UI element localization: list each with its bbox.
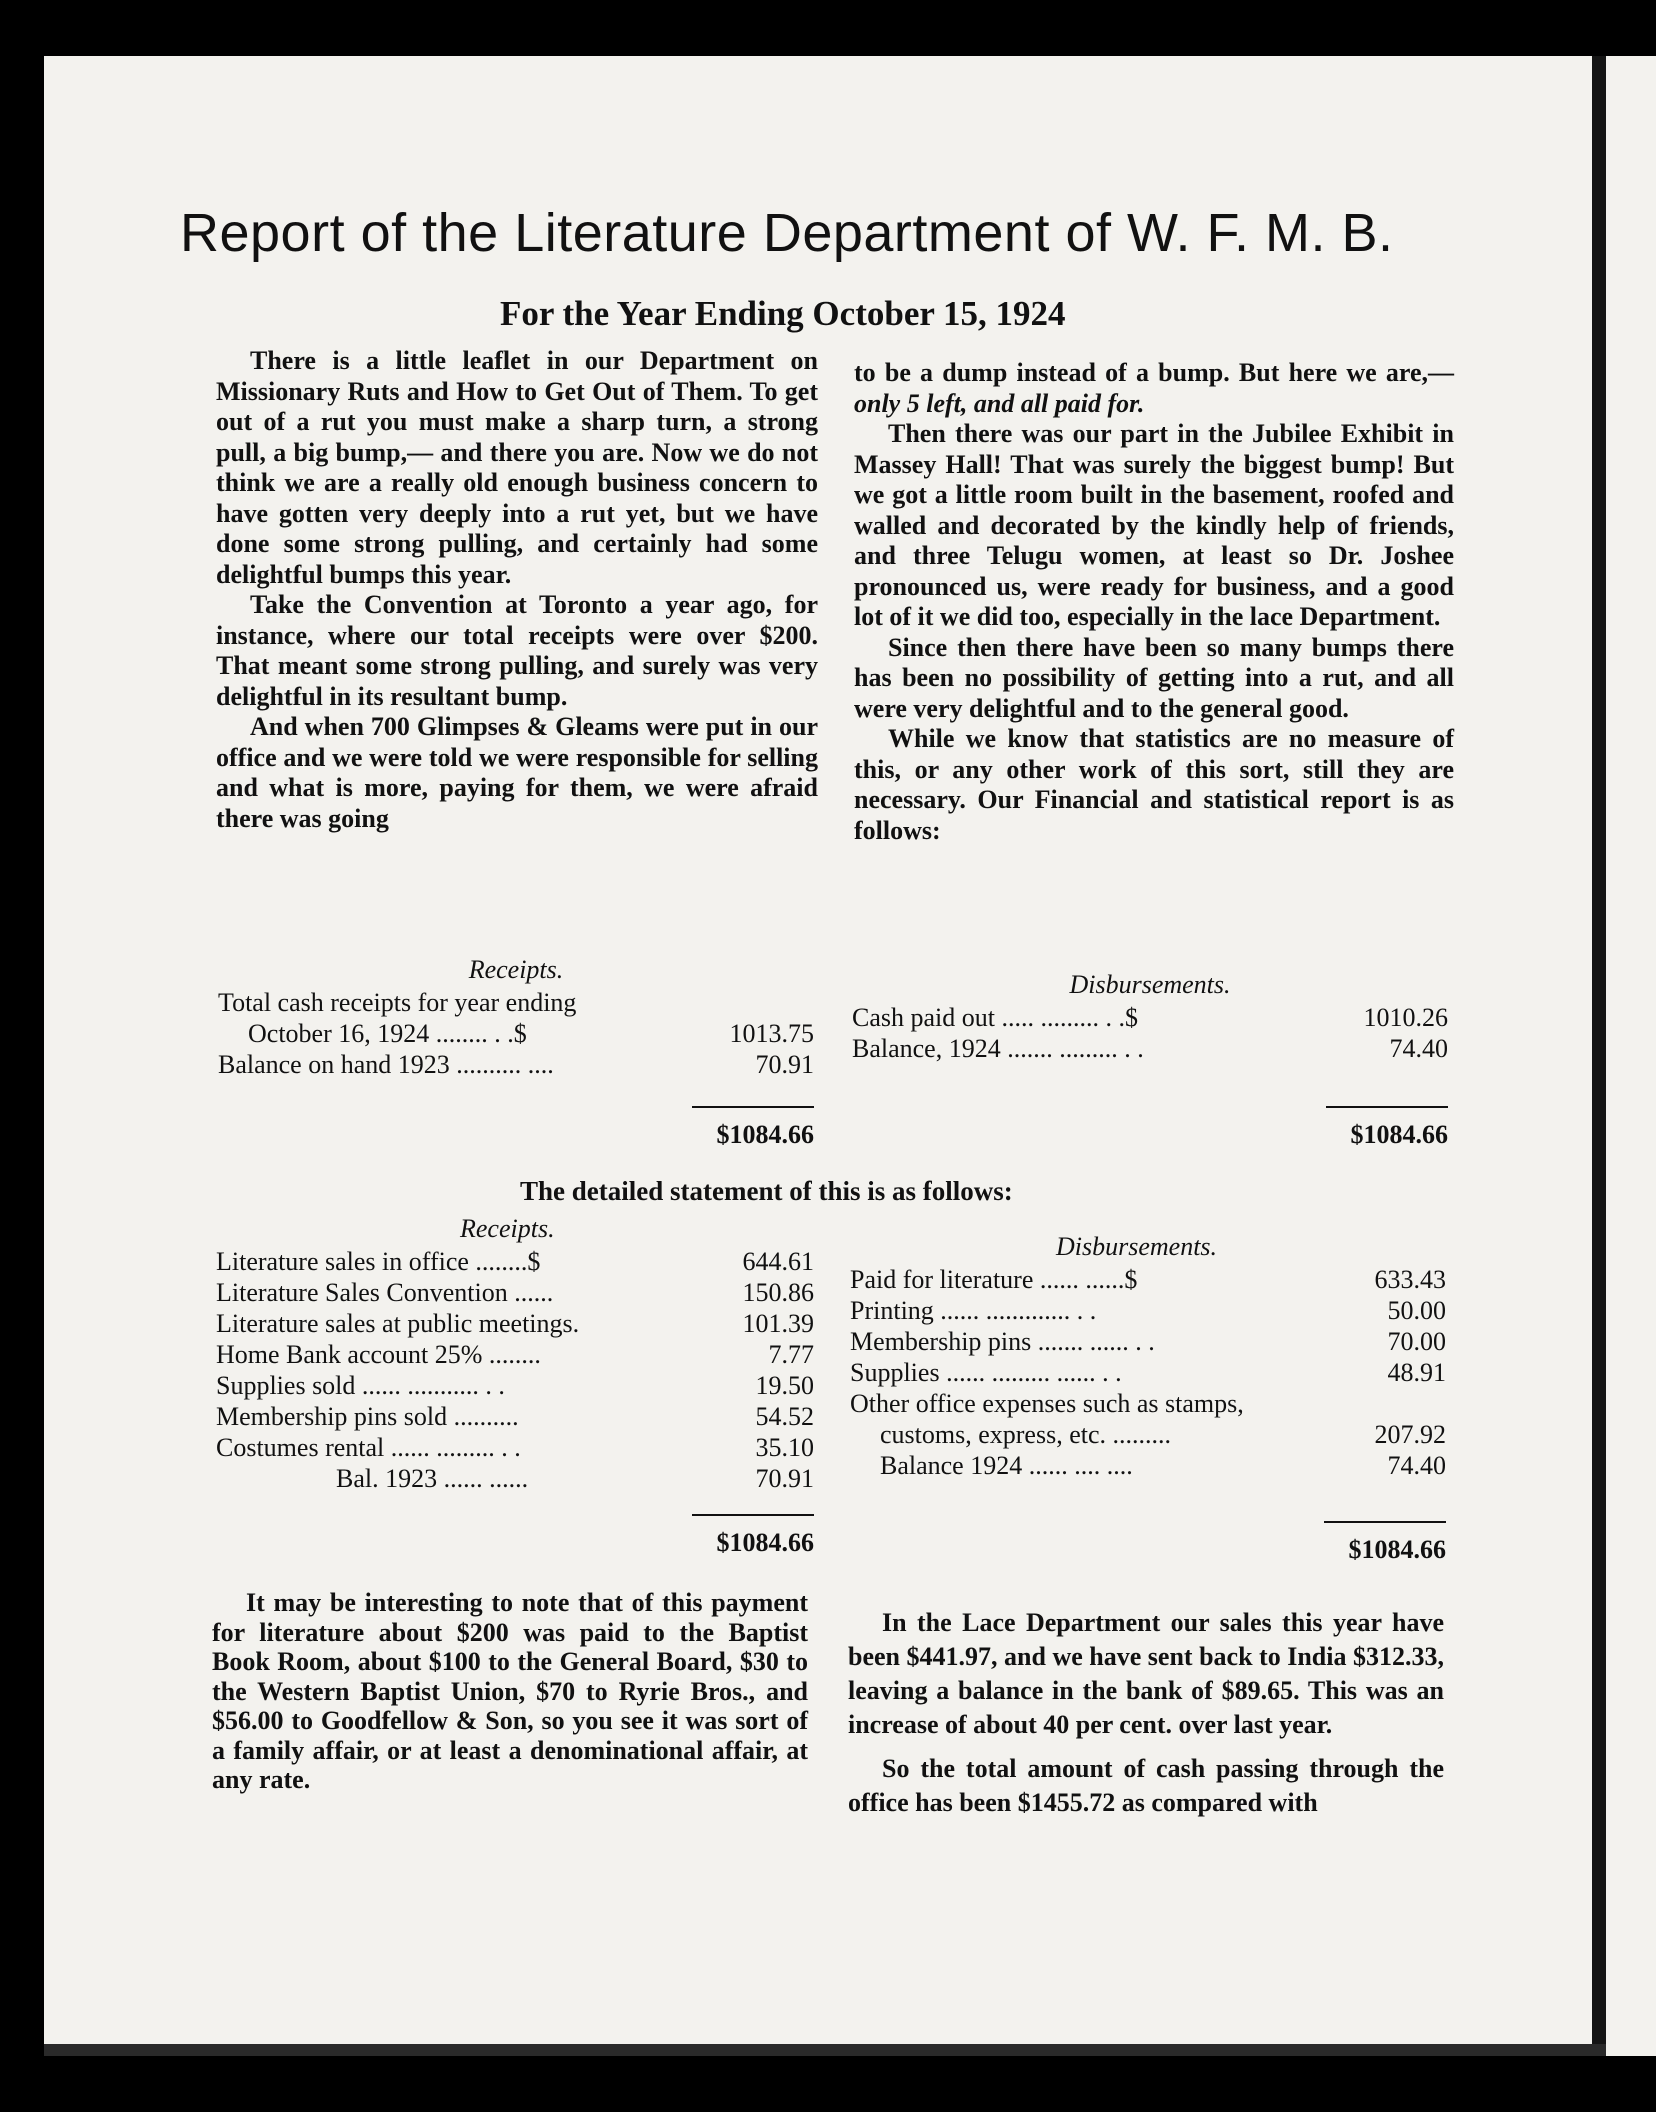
row-amount: 70.91 <box>755 1050 814 1079</box>
row-label: Cash paid out ..... ......... . .$ <box>852 1003 1138 1032</box>
left-column-text <box>216 346 818 834</box>
row-amount: 74.40 <box>1389 1034 1448 1063</box>
row-label: Literature sales in office ........$ <box>216 1247 541 1276</box>
row-label: Printing ...... ............. . . <box>850 1296 1097 1325</box>
page-edge-shadow <box>1592 56 1606 2056</box>
detail-disbursements-row <box>850 1326 1446 1357</box>
page-bottom-edge <box>44 2044 1606 2056</box>
summary-receipts-row <box>218 1049 814 1080</box>
detail-receipts-row <box>216 1339 814 1370</box>
detail-receipts-row <box>216 1370 814 1401</box>
bottom-left-paragraph: It may be interesting to note that of this payment for literature about $200 was paid to the Baptist Book Room, about $100 to the General Board, $30 to the Western Baptist Union, $70 to Ryrie Bros., and $56.00 to Goodfellow & Son, so you see it was sort of a family affair, or at least a denominational affair, at any rate. <box>212 1588 808 1794</box>
detail-receipts-row <box>216 1401 814 1432</box>
row-amount: 70.91 <box>755 1464 814 1493</box>
detail-receipts-row <box>216 1463 814 1494</box>
bottom-right-text <box>848 1606 1444 1820</box>
detail-receipts <box>216 1214 814 1558</box>
row-label: Other office expenses such as stamps, <box>850 1389 1244 1418</box>
detail-disbursements-heading: Disbursements. <box>1056 1232 1218 1261</box>
bottom-right-paragraph-2: So the total amount of cash passing through the office has been $1455.72 as compared with <box>848 1754 1444 1817</box>
detail-receipts-row <box>216 1246 814 1277</box>
right-paragraph-2: Then there was our part in the Jubilee Exhibit in Massey Hall! That was surely the biggest bump! But we got a little room built in the basement, roofed and walled and decorated by the kindly help of friends, and three Telugu women, at least so Dr. Joshee pronounced us, were ready for business, and a good lot of it we did too, especially in the lace Department. <box>854 419 1454 631</box>
right-paragraph-3: Since then there have been so many bumps there has been no possibility of getting into a rut, and all were very delightful and to the general good. <box>854 632 1454 723</box>
report-title: Report of the Literature Department of W. F. M. B. <box>180 203 1394 263</box>
row-label: October 16, 1924 ........ . .$ <box>248 1019 527 1048</box>
row-amount: 70.00 <box>1387 1327 1446 1356</box>
row-label: Literature sales at public meetings. <box>216 1309 580 1338</box>
row-label: Balance, 1924 ....... ......... . . <box>852 1034 1144 1063</box>
row-amount: 101.39 <box>742 1309 814 1338</box>
right-paragraph-1 <box>854 358 1454 419</box>
summary-receipts-intro <box>218 987 814 1018</box>
row-label: Literature Sales Convention ...... <box>216 1278 554 1307</box>
detail-receipts-row <box>216 1308 814 1339</box>
row-label: Paid for literature ...... ......$ <box>850 1265 1138 1294</box>
left-paragraph-1: There is a little leaflet in our Department on Missionary Ruts and How to Get Out of Them. To get out of a rut you must make a sharp turn, a strong pull, a big bump,— and there you are. Now we do not think we are a really old enough business concern to have gotten very deeply into a rut yet, but we have done some strong pulling, and certainly had some delightful bumps this year. <box>216 346 818 589</box>
detail-receipts-rule <box>692 1514 814 1516</box>
summary-receipts-heading: Receipts. <box>468 955 564 984</box>
summary-receipts-intro-text: Total cash receipts for year ending <box>218 988 577 1017</box>
row-label: Costumes rental ...... ......... . . <box>216 1433 521 1462</box>
detail-receipts-row <box>216 1277 814 1308</box>
row-amount: 1010.26 <box>1363 1003 1448 1032</box>
row-amount: 150.86 <box>742 1278 814 1307</box>
row-amount: 207.92 <box>1374 1420 1446 1449</box>
row-amount <box>1440 1388 1446 1419</box>
summary-receipts <box>218 955 814 1150</box>
detail-receipts-total: $1084.66 <box>716 1528 814 1557</box>
row-label: Home Bank account 25% ........ <box>216 1340 541 1369</box>
row-amount: 48.91 <box>1387 1358 1446 1387</box>
right-paragraph-1-italic: only 5 left, and all paid for. <box>854 388 1145 418</box>
detail-disbursements-rule <box>1324 1521 1446 1523</box>
row-label: Membership pins sold .......... <box>216 1402 519 1431</box>
row-amount: 1013.75 <box>729 1019 814 1048</box>
summary-disbursements-row <box>852 1033 1448 1064</box>
summary-disbursements-total: $1084.66 <box>1350 1120 1448 1149</box>
row-amount: 633.43 <box>1374 1265 1446 1294</box>
row-label: Bal. 1923 ...... ...... <box>336 1464 529 1493</box>
row-label: Balance 1924 ...... .... .... <box>880 1451 1133 1480</box>
detail-receipts-row <box>216 1432 814 1463</box>
row-amount: 19.50 <box>755 1371 814 1400</box>
right-paragraph-1-text: to be a dump instead of a bump. But here we are,— <box>854 358 1454 387</box>
right-paragraph-4: While we know that statistics are no measure of this, or any other work of this sort, still they are necessary. Our Financial and statistical report is as follows: <box>854 724 1454 845</box>
row-amount: 7.77 <box>768 1340 814 1369</box>
left-paragraph-2: Take the Convention at Toronto a year ago, for instance, where our total receipts were over $200. That meant some strong pulling, and surely was very delightful in its resultant bump. <box>216 590 818 711</box>
detail-disbursements-row <box>850 1295 1446 1326</box>
report-subtitle: For the Year Ending October 15, 1924 <box>500 294 1066 333</box>
detail-disbursements-row <box>850 1357 1446 1388</box>
summary-disbursements <box>852 970 1448 1150</box>
page-margin-strip <box>1606 56 1656 2056</box>
right-column-text <box>854 358 1454 846</box>
left-paragraph-3: And when 700 Glimpses & Gleams were put in our office and we were told we were responsible for selling and what is more, paying for them, we were afraid there was going <box>216 712 818 833</box>
summary-disbursements-row <box>852 1002 1448 1033</box>
row-amount: 54.52 <box>755 1402 814 1431</box>
summary-receipts-rule <box>692 1106 814 1108</box>
detail-receipts-heading: Receipts. <box>460 1214 555 1243</box>
summary-disbursements-rule <box>1326 1106 1448 1108</box>
detail-disbursements-row <box>850 1450 1446 1481</box>
bottom-left-text <box>212 1588 808 1795</box>
row-label: Supplies ...... ......... ...... . . <box>850 1358 1122 1387</box>
row-amount: 644.61 <box>742 1247 814 1276</box>
row-label: Membership pins ....... ...... . . <box>850 1327 1155 1356</box>
row-label: Supplies sold ...... ........... . . <box>216 1371 505 1400</box>
detail-disbursements <box>850 1232 1446 1565</box>
summary-receipts-row <box>218 1018 814 1049</box>
detail-disbursements-total: $1084.66 <box>1348 1535 1446 1564</box>
detail-disbursements-row <box>850 1419 1446 1450</box>
detail-disbursements-row <box>850 1264 1446 1295</box>
row-amount: 74.40 <box>1387 1451 1446 1480</box>
row-label: Balance on hand 1923 .......... .... <box>218 1050 554 1079</box>
bottom-right-paragraph-1: In the Lace Department our sales this year have been $441.97, and we have sent back to India $312.33, leaving a balance in the bank of $89.65. This was an increase of about 40 per cent. over last year. <box>848 1608 1444 1739</box>
statement-line: The detailed statement of this is as follows: <box>520 1176 1013 1206</box>
detail-disbursements-row <box>850 1388 1446 1419</box>
row-amount: 35.10 <box>755 1433 814 1462</box>
row-label: customs, express, etc. ......... <box>880 1420 1172 1449</box>
summary-receipts-total: $1084.66 <box>716 1120 814 1149</box>
row-amount: 50.00 <box>1387 1296 1446 1325</box>
summary-disbursements-heading: Disbursements. <box>1069 970 1231 999</box>
